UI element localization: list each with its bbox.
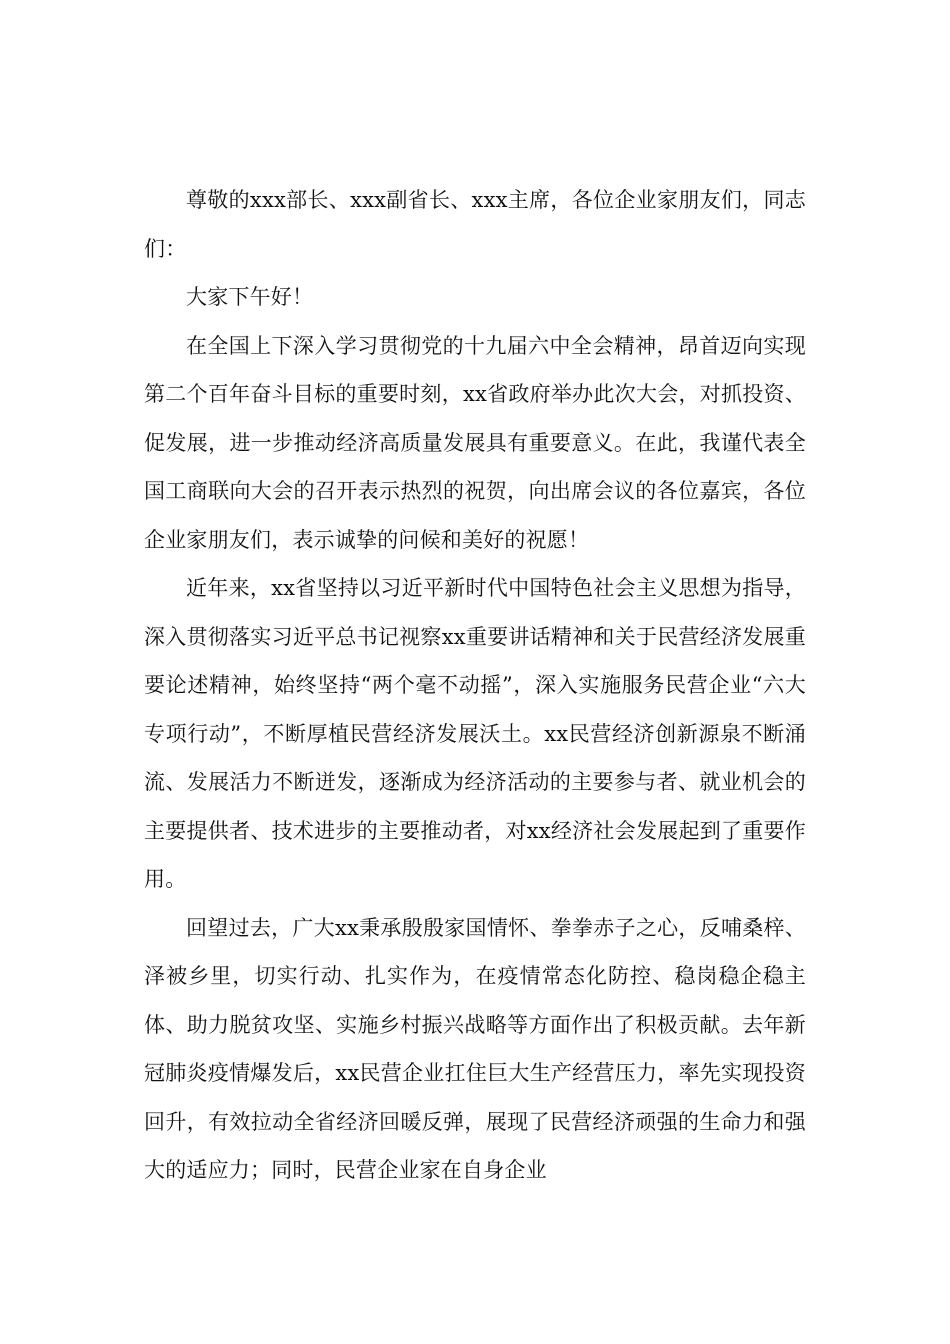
document-body xyxy=(144,176,806,1195)
salutation-paragraph: 尊敬的xxx部长、xxx副省长、xxx主席，各位企业家朋友们，同志们： xyxy=(144,188,806,261)
greeting-paragraph: 大家下午好！ xyxy=(186,285,314,309)
body-paragraph-congratulations: 在全国上下深入学习贯彻党的十九届六中全会精神，昂首迈向实现第二个百年奋斗目标的重要时刻，xx省政府举办此次大会，对抓投资、促发展，进一步推动经济高质量发展具有重要意义。在此，我谨代表全国工商联向大会的召开表示热烈的祝贺，向出席会议的各位嘉宾，各位企业家朋友们，表示诚挚的问候和美好的祝愿！ xyxy=(144,333,806,552)
body-paragraph-looking-back: 回望过去，广大xx秉承殷殷家国情怀、拳拳赤子之心，反哺桑梓、泽被乡里，切实行动、扎实作为，在疫情常态化防控、稳岗稳企稳主体、助力脱贫攻坚、实施乡村振兴战略等方面作出了积极贡献。去年新冠肺炎疫情爆发后，xx民营企业扛住巨大生产经营压力，率先实现投资回升，有效拉动全省经济回暖反弹，展现了民营经济顽强的生命力和强大的适应力；同时，民营企业家在自身企业 xyxy=(144,915,806,1182)
body-paragraph-recent-years: 近年来，xx省坚持以习近平新时代中国特色社会主义思想为指导，深入贯彻落实习近平总书记视察xx重要讲话精神和关于民营经济发展重要论述精神，始终坚持“两个毫不动摇”，深入实施服务民营企业“六大专项行动”，不断厚植民营经济发展沃土。xx民营经济创新源泉不断涌流、发展活力不断迸发，逐渐成为经济活动的主要参与者、就业机会的主要提供者、技术进步的主要推动者，对xx经济社会发展起到了重要作用。 xyxy=(144,576,806,891)
